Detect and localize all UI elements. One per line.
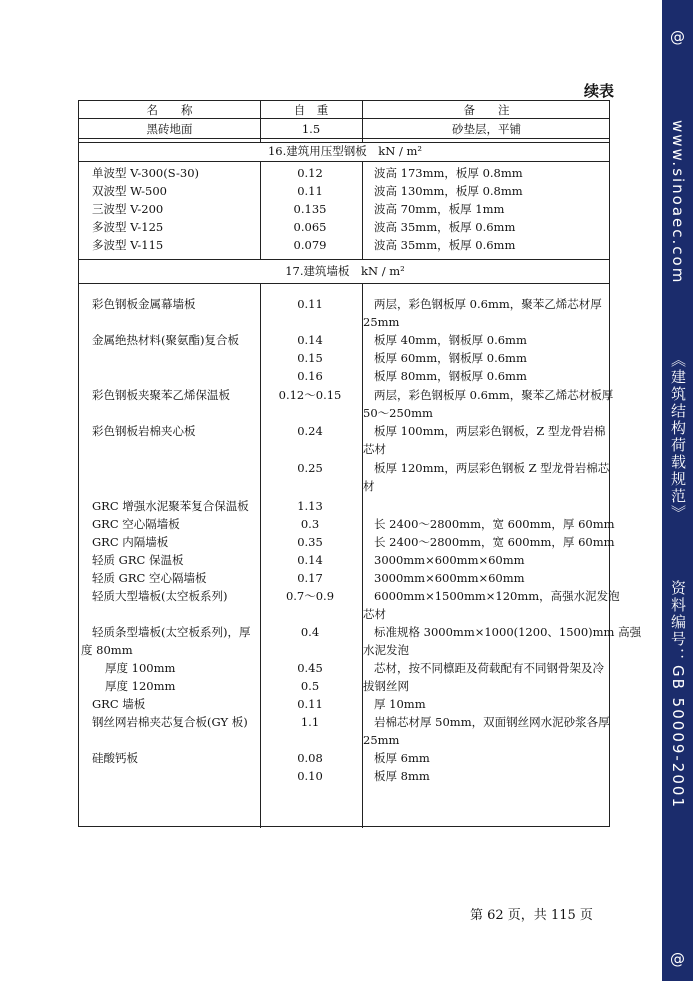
row-name: 多波型 V-125 xyxy=(92,220,164,234)
row-weight: 0.24 xyxy=(297,424,323,438)
row-remark: 板厚 120mm，两层彩色钢板 Z 型龙骨岩棉芯 xyxy=(374,461,610,475)
site-url: www.sinoaec.com xyxy=(669,120,687,285)
row-weight: 0.35 xyxy=(297,535,323,549)
row-remark: 板厚 8mm xyxy=(374,769,430,783)
row-name: GRC 墙板 xyxy=(92,697,146,711)
row-weight: 0.15 xyxy=(297,351,323,365)
section-title: 17.建筑墙板 kN / m² xyxy=(285,264,405,278)
row-remark: 板厚 60mm，钢板厚 0.6mm xyxy=(374,351,527,365)
row-remark: 板厚 40mm，钢板厚 0.6mm xyxy=(374,333,527,347)
row-name: 双波型 W-500 xyxy=(92,184,167,198)
row-remark: 板厚 100mm，两层彩色钢板，Z 型龙骨岩棉 xyxy=(374,424,606,438)
column-divider xyxy=(362,161,363,259)
row-name: 彩色钢板夹聚苯乙烯保温板 xyxy=(92,388,230,402)
continued-label: 续表 xyxy=(584,82,615,100)
side-banner xyxy=(662,0,693,981)
row-remark-continued: 水泥发泡 xyxy=(363,643,409,657)
row-remark: 波高 35mm，板厚 0.6mm xyxy=(374,220,516,234)
row-name: 黑砖地面 xyxy=(146,122,193,136)
row-name: GRC 空心隔墙板 xyxy=(92,517,180,531)
row-name: 硅酸钙板 xyxy=(92,751,138,765)
row-remark: 板厚 80mm，钢板厚 0.6mm xyxy=(374,369,527,383)
row-remark-continued: 拔钢丝网 xyxy=(363,679,409,693)
header-name: 名 称 xyxy=(146,103,193,117)
row-remark: 长 2400～2800mm，宽 600mm，厚 60mm xyxy=(374,517,615,531)
row-remark: 砂垫层，平铺 xyxy=(452,122,521,136)
row-remark: 厚 10mm xyxy=(374,697,426,711)
row-name-continued: 度 80mm xyxy=(81,643,133,657)
row-weight: 0.11 xyxy=(297,297,323,311)
row-name: 彩色钢板金属幕墙板 xyxy=(92,297,196,311)
row-remark: 两层，彩色钢板厚 0.6mm，聚苯乙烯芯材厚 xyxy=(374,297,602,311)
row-remark: 标准规格 3000mm×1000(1200、1500)mm 高强 xyxy=(374,625,642,639)
row-weight: 1.1 xyxy=(300,715,320,729)
row-weight: 0.5 xyxy=(300,679,320,693)
page-number: 第 62 页，共 115 页 xyxy=(470,908,593,923)
row-name: 彩色钢板岩棉夹心板 xyxy=(92,424,196,438)
row-name: 轻质大型墙板(太空板系列) xyxy=(92,589,228,603)
row-remark: 岩棉芯材厚 50mm，双面钢丝网水泥砂浆各厚 xyxy=(374,715,610,729)
row-remark: 3000mm×600mm×60mm xyxy=(374,553,525,567)
row-weight: 0.16 xyxy=(297,369,323,383)
row-remark: 长 2400～2800mm，宽 600mm，厚 60mm xyxy=(374,535,615,549)
row-weight: 0.12 xyxy=(297,166,323,180)
row-weight: 0.11 xyxy=(297,697,323,711)
header-weight: 自 重 xyxy=(293,103,329,117)
row-divider xyxy=(79,259,609,260)
row-name: 轻质条型墙板(太空板系列)，厚 xyxy=(92,625,251,639)
row-weight: 0.25 xyxy=(297,461,323,475)
row-name: 厚度 120mm xyxy=(105,679,176,693)
row-remark: 板厚 6mm xyxy=(374,751,430,765)
row-weight: 0.135 xyxy=(293,202,327,216)
row-weight: 0.11 xyxy=(297,184,323,198)
row-name: 钢丝网岩棉夹芯复合板(GY 板) xyxy=(92,715,248,729)
row-remark-continued: 50～250mm xyxy=(363,406,433,420)
row-remark-continued: 25mm xyxy=(363,315,400,329)
row-remark: 3000mm×600mm×60mm xyxy=(374,571,525,585)
row-weight: 0.14 xyxy=(297,333,323,347)
row-weight: 0.079 xyxy=(293,238,327,252)
row-name: GRC 增强水泥聚苯复合保温板 xyxy=(92,499,249,513)
row-remark: 波高 130mm，板厚 0.8mm xyxy=(374,184,523,198)
row-divider xyxy=(79,161,609,162)
row-name: 轻质 GRC 空心隔墙板 xyxy=(92,571,207,585)
document-number: 资料编号：GB 50009-2001 xyxy=(669,580,687,809)
row-remark: 芯材，按不同檩距及荷载配有不同钢骨架及冷 xyxy=(374,661,604,675)
row-remark: 波高 35mm，板厚 0.6mm xyxy=(374,238,516,252)
row-weight: 0.14 xyxy=(297,553,323,567)
load-table xyxy=(78,100,642,827)
row-name: 多波型 V-115 xyxy=(92,238,164,252)
row-weight: 0.3 xyxy=(300,517,320,531)
row-name: 轻质 GRC 保温板 xyxy=(92,553,184,567)
at-symbol-top: @ xyxy=(670,28,685,46)
book-title: 《建筑结构荷载规范》 xyxy=(669,352,687,522)
at-symbol-bottom: @ xyxy=(670,950,685,968)
row-weight: 0.4 xyxy=(300,625,320,639)
row-weight: 0.12～0.15 xyxy=(278,388,342,402)
section-title: 16.建筑用压型钢板 kN / m² xyxy=(267,144,423,158)
row-remark: 波高 70mm，板厚 1mm xyxy=(374,202,505,216)
row-remark: 两层，彩色钢板厚 0.6mm，聚苯乙烯芯材板厚 xyxy=(374,388,614,402)
row-remark-continued: 25mm xyxy=(363,733,400,747)
row-remark-continued: 材 xyxy=(363,479,375,493)
row-remark-continued: 芯材 xyxy=(363,607,386,621)
row-name: 厚度 100mm xyxy=(105,661,176,675)
row-weight: 1.5 xyxy=(301,122,321,136)
row-weight: 1.13 xyxy=(297,499,323,513)
row-weight: 0.7～0.9 xyxy=(285,589,335,603)
header-remark: 备 注 xyxy=(463,103,510,117)
row-weight: 0.08 xyxy=(297,751,323,765)
row-name: 金属绝热材料(聚氨酯)复合板 xyxy=(92,333,239,347)
row-remark: 波高 173mm，板厚 0.8mm xyxy=(374,166,523,180)
row-name: 单波型 V-300(S-30) xyxy=(92,166,200,180)
row-name: GRC 内隔墙板 xyxy=(92,535,169,549)
row-weight: 0.065 xyxy=(293,220,327,234)
row-name: 三波型 V-200 xyxy=(92,202,164,216)
row-divider xyxy=(79,283,609,284)
row-weight: 0.17 xyxy=(297,571,323,585)
row-remark-continued: 芯材 xyxy=(363,442,386,456)
row-divider xyxy=(79,138,609,139)
row-weight: 0.10 xyxy=(297,769,323,783)
row-remark: 6000mm×1500mm×120mm，高强水泥发泡 xyxy=(374,589,620,603)
row-weight: 0.45 xyxy=(297,661,323,675)
